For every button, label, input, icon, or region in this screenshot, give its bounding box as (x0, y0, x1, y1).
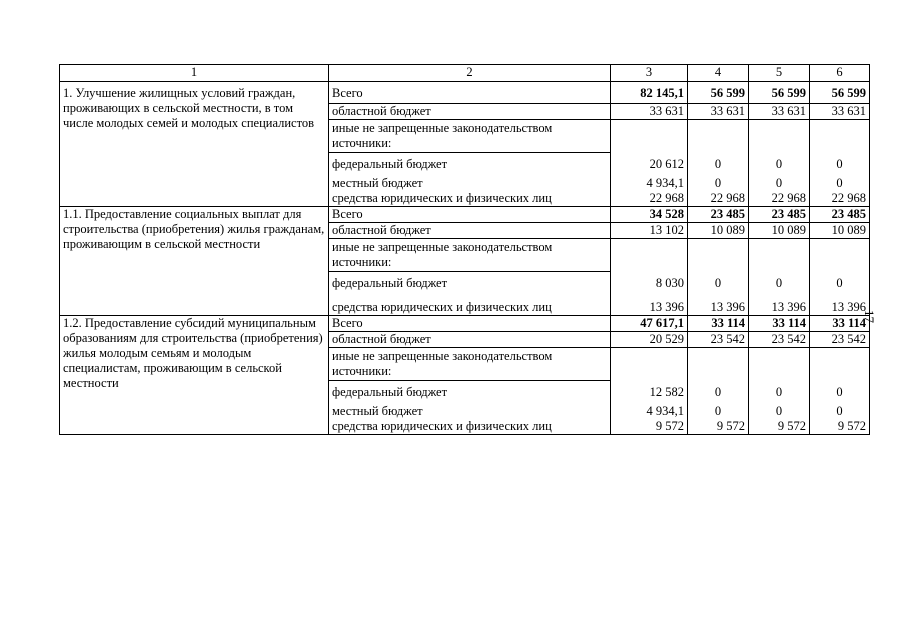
value-cell: 0 (688, 381, 749, 405)
row-label: областной бюджет (329, 332, 611, 348)
row-label: средства юридических и физических лиц (329, 419, 611, 435)
value-cell (749, 120, 810, 153)
value-cell: 9 572 (749, 419, 810, 435)
value-cell: 33 631 (688, 104, 749, 120)
section-title: 1.1. Предоставление социальных выплат для строительства (приобретения) жилья гражданам, проживающим в сельской местности (60, 207, 329, 316)
value-cell (611, 348, 688, 381)
value-cell: 0 (749, 153, 810, 177)
row-label: областной бюджет (329, 223, 611, 239)
section-title: 1. Улучшение жилищных условий граждан, проживающих в сельской местности, в том числе молодых семей и молодых специалистов (60, 82, 329, 207)
value-cell: 23 542 (688, 332, 749, 348)
value-cell: 33 114 (688, 316, 749, 332)
value-cell: 0 (688, 153, 749, 177)
value-cell: 56 599 (810, 82, 870, 104)
row-label: местный бюджет (329, 404, 611, 419)
table-row (60, 207, 870, 223)
value-cell: 23 485 (810, 207, 870, 223)
column-number-row (60, 65, 870, 82)
value-cell (810, 348, 870, 381)
value-cell: 22 968 (688, 191, 749, 207)
row-label: федеральный бюджет (329, 153, 611, 177)
value-cell: 0 (749, 272, 810, 301)
section-title: 1.2. Предоставление субсидий муниципальным образованиям для строительства (приобретения) жилья молодым семьям и молодым специалистам, проживающим в сельской местности (60, 316, 329, 435)
column-number: 2 (329, 65, 611, 82)
value-cell: 13 396 (611, 300, 688, 316)
value-cell: 13 102 (611, 223, 688, 239)
value-cell: 33 114 (749, 316, 810, 332)
row-label: федеральный бюджет (329, 272, 611, 301)
column-number: 6 (810, 65, 870, 82)
value-cell: 22 968 (810, 191, 870, 207)
table-row (60, 82, 870, 104)
page-number: 17 (862, 310, 877, 323)
value-cell: 23 542 (749, 332, 810, 348)
column-number: 3 (611, 65, 688, 82)
value-cell: 4 934,1 (611, 404, 688, 419)
value-cell: 56 599 (749, 82, 810, 104)
value-cell: 0 (810, 404, 870, 419)
value-cell: 0 (749, 404, 810, 419)
value-cell: 33 114 (810, 316, 870, 332)
value-cell: 0 (688, 272, 749, 301)
value-cell: 23 542 (810, 332, 870, 348)
value-cell: 23 485 (688, 207, 749, 223)
value-cell: 56 599 (688, 82, 749, 104)
value-cell (688, 120, 749, 153)
value-cell: 8 030 (611, 272, 688, 301)
row-label: средства юридических и физических лиц (329, 300, 611, 316)
value-cell: 10 089 (749, 223, 810, 239)
value-cell: 0 (810, 176, 870, 191)
value-cell: 0 (810, 272, 870, 301)
value-cell: 23 485 (749, 207, 810, 223)
value-cell: 0 (688, 404, 749, 419)
value-cell: 20 529 (611, 332, 688, 348)
value-cell: 0 (749, 381, 810, 405)
value-cell (749, 239, 810, 272)
value-cell: 9 572 (810, 419, 870, 435)
value-cell: 0 (810, 153, 870, 177)
value-cell: 33 631 (611, 104, 688, 120)
value-cell: 10 089 (810, 223, 870, 239)
value-cell: 33 631 (810, 104, 870, 120)
value-cell: 47 617,1 (611, 316, 688, 332)
row-label: федеральный бюджет (329, 381, 611, 405)
value-cell: 13 396 (810, 300, 870, 316)
row-label: Всего (329, 316, 611, 332)
row-label: иные не запрещенные законодательством источники: (329, 348, 611, 381)
value-cell: 9 572 (611, 419, 688, 435)
column-number: 4 (688, 65, 749, 82)
value-cell (688, 239, 749, 272)
value-cell: 0 (749, 176, 810, 191)
row-label: Всего (329, 82, 611, 104)
row-label: средства юридических и физических лиц (329, 191, 611, 207)
value-cell (611, 239, 688, 272)
column-number: 1 (60, 65, 329, 82)
value-cell (688, 348, 749, 381)
value-cell (749, 348, 810, 381)
value-cell (810, 239, 870, 272)
column-number: 5 (749, 65, 810, 82)
value-cell: 34 528 (611, 207, 688, 223)
value-cell: 82 145,1 (611, 82, 688, 104)
value-cell: 22 968 (749, 191, 810, 207)
value-cell: 20 612 (611, 153, 688, 177)
value-cell: 13 396 (749, 300, 810, 316)
value-cell: 4 934,1 (611, 176, 688, 191)
table-row (60, 316, 870, 332)
value-cell (810, 120, 870, 153)
value-cell: 9 572 (688, 419, 749, 435)
value-cell: 0 (688, 176, 749, 191)
value-cell: 22 968 (611, 191, 688, 207)
row-label: иные не запрещенные законодательством источники: (329, 120, 611, 153)
row-label: областной бюджет (329, 104, 611, 120)
row-label: иные не запрещенные законодательством источники: (329, 239, 611, 272)
value-cell: 13 396 (688, 300, 749, 316)
value-cell: 0 (810, 381, 870, 405)
budget-table (59, 64, 870, 435)
value-cell: 12 582 (611, 381, 688, 405)
row-label: местный бюджет (329, 176, 611, 191)
value-cell (611, 120, 688, 153)
row-label: Всего (329, 207, 611, 223)
value-cell: 10 089 (688, 223, 749, 239)
value-cell: 33 631 (749, 104, 810, 120)
